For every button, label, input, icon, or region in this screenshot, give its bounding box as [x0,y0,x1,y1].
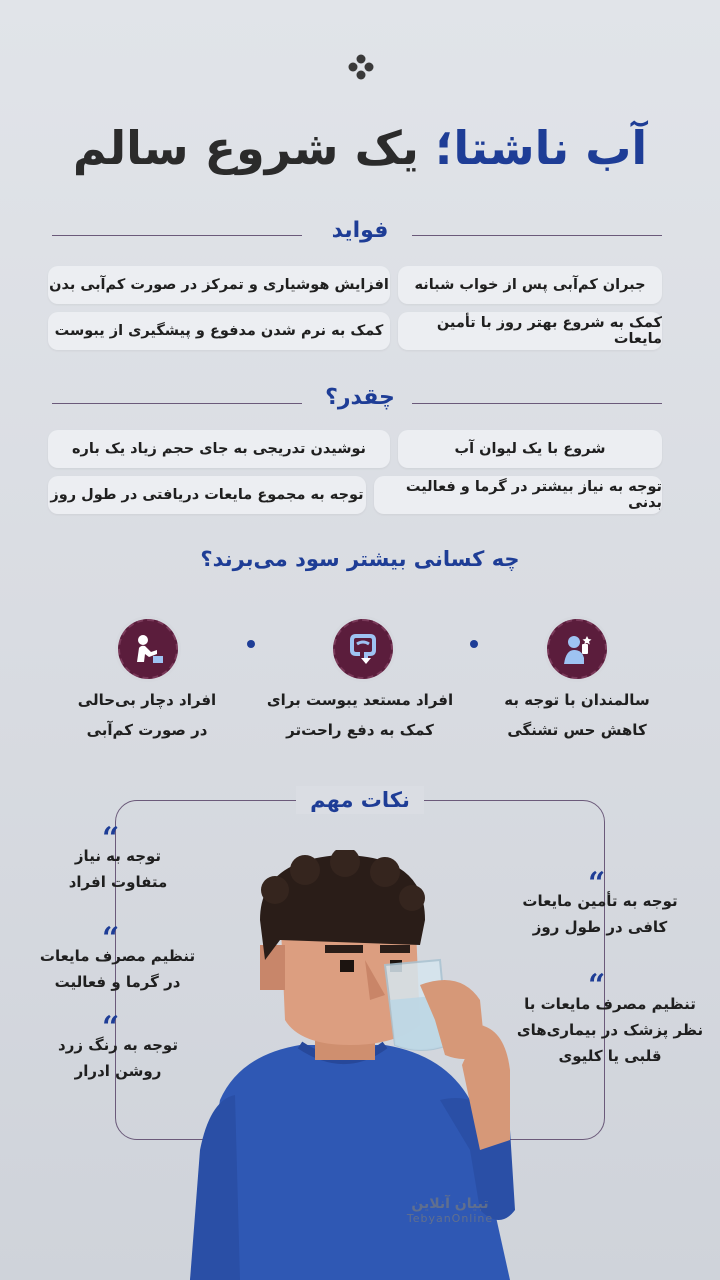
tip-line: متفاوت افراد [68,873,168,891]
quote-icon: “ [588,968,606,1003]
benefit-item: کمک به شروع بهتر روز با تأمین مایعات [398,312,662,350]
watermark-fa: تبیان آنلاین [411,1196,489,1212]
tip-item [38,843,198,895]
quote-icon: “ [102,1010,120,1045]
watermark [390,1196,510,1225]
title-part-2: یک شروع سالم [72,121,419,175]
brand-logo-icon [348,54,374,80]
dehydrated-person-icon [118,619,178,679]
quote-icon: “ [588,866,606,901]
elderly-drinking-icon [547,619,607,679]
amount-heading: چقدر؟ [325,385,395,410]
tip-line: توجه به تأمین مایعات [522,892,678,910]
tip-item [505,888,695,940]
who-line: افراد مستعد یبوست برای [266,691,454,709]
quote-icon: “ [102,821,120,856]
who-line: در صورت کم‌آبی [86,721,208,739]
amount-item: توجه به مجموع مایعات دریافتی در طول روز [48,476,366,514]
watermark-en: TebyanOnline [406,1212,494,1225]
tips-heading: نکات مهم [296,786,424,814]
tip-line: تنظیم مصرف مایعات [39,947,196,965]
benefit-item: افزایش هوشیاری و تمرکز در صورت کم‌آبی بدن [48,266,390,304]
tip-item [505,991,715,1069]
who-group-lethargy [47,685,247,745]
amount-item: نوشیدن تدریجی به جای حجم زیاد یک باره [48,430,390,468]
tip-item [38,1032,198,1084]
separator-dot [247,640,255,648]
tip-line: توجه به رنگ زرد [58,1036,178,1054]
page-title [0,118,720,178]
benefit-item: جبران کم‌آبی پس از خواب شبانه [398,266,662,304]
amount-item: توجه به نیاز بیشتر در گرما و فعالیت بدنی [374,476,662,514]
tip-line: قلبی یا کلیوی [558,1047,662,1065]
intestine-icon [333,619,393,679]
who-heading: چه کسانی بیشتر سود می‌برند؟ [200,547,520,571]
amount-item: شروع با یک لیوان آب [398,430,662,468]
who-group-elderly [477,685,677,745]
tip-line: نظر پزشک در بیماری‌های [516,1021,704,1039]
tip-line: روشن ادرار [74,1062,162,1080]
benefit-item: کمک به نرم شدن مدفوع و پیشگیری از یبوست [48,312,390,350]
who-line: کمک به دفع راحت‌تر [286,721,434,739]
separator-dot [470,640,478,648]
who-line: کاهش حس تشنگی [507,721,647,739]
title-part-1: آب ناشتا؛ [434,121,648,175]
who-group-constipation [260,685,460,745]
benefits-heading: فواید [331,218,389,243]
tip-line: توجه به نیاز [74,847,162,865]
tip-line: تنظیم مصرف مایعات با [524,995,696,1013]
who-line: افراد دچار بی‌حالی [77,691,217,709]
quote-icon: “ [102,921,120,956]
who-line: سالمندان با توجه به [504,691,650,709]
tip-item [30,943,205,995]
tip-line: در گرما و فعالیت [54,973,181,991]
tip-line: کافی در طول روز [532,918,668,936]
